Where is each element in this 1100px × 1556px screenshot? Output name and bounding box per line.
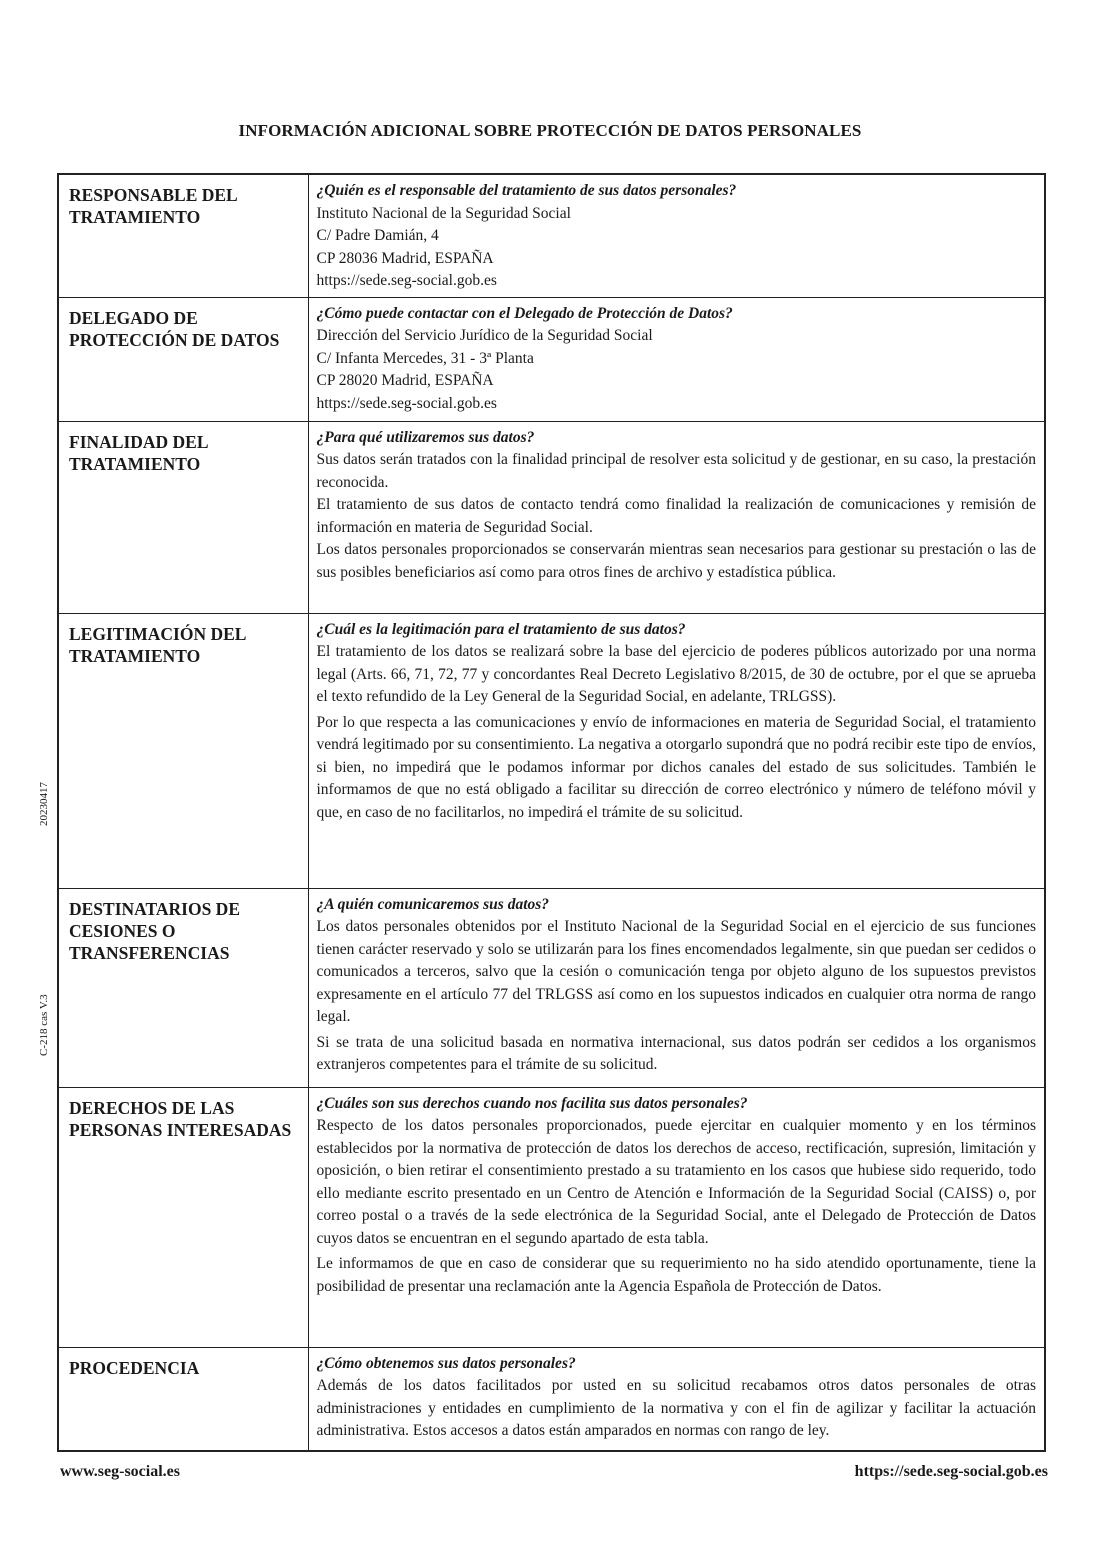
table-row-procedencia	[58, 1347, 1045, 1451]
table-row-responsable	[58, 174, 1045, 297]
section-question: ¿Cuáles son sus derechos cuando nos facilita sus datos personales?	[316, 1094, 748, 1112]
section-paragraph: El tratamiento de sus datos de contacto tendrá como finalidad la realización de comunicaciones y remisión de información en materia de Seguridad Social.	[316, 496, 1036, 536]
table-row-delegado	[58, 297, 1045, 421]
address-line: C/ Padre Damián, 4	[316, 227, 439, 244]
table-row-derechos	[58, 1087, 1045, 1347]
section-paragraph: Sus datos serán tratados con la finalidad principal de resolver esta solicitud y de gestionar, en su caso, la prestación reconocida.	[316, 451, 1036, 491]
section-question: ¿Quién es el responsable del tratamiento de sus datos personales?	[316, 182, 737, 199]
section-paragraph: Los datos personales proporcionados se conservarán mientras sean necesarios para gestionar su prestación o las de sus posibles beneficiarios así como para otros fines de archivo y estadística pública.	[316, 541, 1036, 581]
section-question: ¿A quién comunicaremos sus datos?	[316, 895, 550, 913]
section-heading: DERECHOS DE LAS PERSONAS INTERESADAS	[58, 1087, 308, 1347]
address-url: https://sede.seg-social.gob.es	[316, 394, 497, 412]
section-body	[308, 421, 1045, 613]
section-heading: DELEGADO DE PROTECCIÓN DE DATOS	[58, 297, 308, 421]
address-line: CP 28020 Madrid, ESPAÑA	[316, 372, 494, 389]
table-row-finalidad	[58, 421, 1045, 613]
side-date-code: 20230417	[38, 782, 50, 826]
section-body	[308, 174, 1045, 297]
section-paragraph: Si se trata de una solicitud basada en normativa internacional, sus datos podrán ser cedidos a los organismos extranjeros competentes para el trámite de su solicitud.	[316, 1033, 1036, 1073]
section-question: ¿Para qué utilizaremos sus datos?	[316, 428, 535, 446]
section-paragraph: Le informamos de que en caso de considerar que su requerimiento no ha sido atendido oportunamente, tiene la posibilidad de presentar una reclamación ante la Agencia Española de Protección de Datos.	[316, 1255, 1036, 1295]
data-protection-table	[57, 173, 1046, 1452]
section-heading: PROCEDENCIA	[58, 1347, 308, 1451]
table-row-legitimacion	[58, 613, 1045, 888]
section-heading: DESTINATARIOS DE CESIONES O TRANSFERENCIAS	[58, 888, 308, 1087]
document-title: INFORMACIÓN ADICIONAL SOBRE PROTECCIÓN DE DATOS PERSONALES	[238, 121, 862, 140]
side-form-code: C-218 cas V.3	[38, 994, 50, 1056]
section-body	[308, 888, 1045, 1087]
address-line: C/ Infanta Mercedes, 31 - 3ª Planta	[316, 349, 534, 367]
footer-sede-link[interactable]: https://sede.seg-social.gob.es	[854, 1463, 1048, 1480]
section-paragraph: Los datos personales obtenidos por el Instituto Nacional de la Seguridad Social en el ejercicio de sus funciones tienen carácter reservado y solo se utilizarán para los fines encomendados legalmente, sin que puedan ser cedidos o comunicados a terceros, salvo que la cesión o comunicación tenga por objeto alguno de los supuestos previstos expresamente en el artículo 77 del TRLGSS así como en los supuestos indicados en cualquier otra norma de rango legal.	[316, 918, 1036, 1025]
section-question: ¿Cuál es la legitimación para el tratamiento de sus datos?	[316, 620, 686, 638]
section-paragraph: Respecto de los datos personales proporcionados, puede ejercitar en cualquier momento y en los términos establecidos por la normativa de protección de datos los derechos de acceso, rectificación, supresión, limitación y oposición, o bien retirar el consentimiento prestado a su tratamiento en los casos que hubiese sido requerido, todo ello mediante escrito presentado en un Centro de Atención e Información de la Seguridad Social (CAISS) o, por correo postal o a través de la sede electrónica de la Seguridad Social, ante el Delegado de Protección de Datos cuyos datos se encuentran en el segundo apartado de esta tabla.	[316, 1117, 1036, 1247]
address-url: https://sede.seg-social.gob.es	[316, 272, 497, 289]
address-line: Instituto Nacional de la Seguridad Social	[316, 204, 571, 222]
section-heading: FINALIDAD DEL TRATAMIENTO	[58, 421, 308, 613]
section-body	[308, 1087, 1045, 1347]
address-line: CP 28036 Madrid, ESPAÑA	[316, 249, 494, 267]
section-paragraph: El tratamiento de los datos se realizará sobre la base del ejercicio de poderes públicos autorizado por una norma legal (Arts. 66, 71, 72, 77 y concordantes Real Decreto Legislativo 8/2015, de 30 de octubre, por el que se aprueba el texto refundido de la Ley General de la Seguridad Social, en adelante, TRLGSS).	[316, 643, 1036, 705]
section-body	[308, 613, 1045, 888]
address-line: Dirección del Servicio Jurídico de la Seguridad Social	[316, 327, 653, 344]
section-paragraph: Por lo que respecta a las comunicaciones y envío de informaciones en materia de Seguridad Social, el tratamiento vendrá legitimado por su consentimiento. La negativa a otorgarlo supondrá que no podrá recibir este tipo de envíos, si bien, no impedirá que le podamos informar por dichos canales del estado de sus solicitudes. También le informamos de que no está obligado a facilitar su dirección de correo electrónico y número de teléfono móvil y que, en caso de no facilitarlos, no impedirá el trámite de su solicitud.	[316, 713, 1036, 821]
section-heading: LEGITIMACIÓN DEL TRATAMIENTO	[58, 613, 308, 888]
section-question: ¿Cómo puede contactar con el Delegado de Protección de Datos?	[316, 304, 733, 322]
section-paragraph: Además de los datos facilitados por usted en su solicitud recabamos otros datos personales de otras administraciones y entidades en cumplimiento de la normativa y con el fin de agilizar y facilitar la actuación administrativa. Estos accesos a datos están amparados en normas con rango de ley.	[316, 1377, 1036, 1439]
footer-website-link[interactable]: www.seg-social.es	[60, 1463, 180, 1480]
table-row-destinatarios	[58, 888, 1045, 1087]
section-body	[308, 297, 1045, 421]
section-question: ¿Cómo obtenemos sus datos personales?	[316, 1354, 576, 1372]
section-body	[308, 1347, 1045, 1451]
section-heading: RESPONSABLE DEL TRATAMIENTO	[58, 174, 308, 297]
